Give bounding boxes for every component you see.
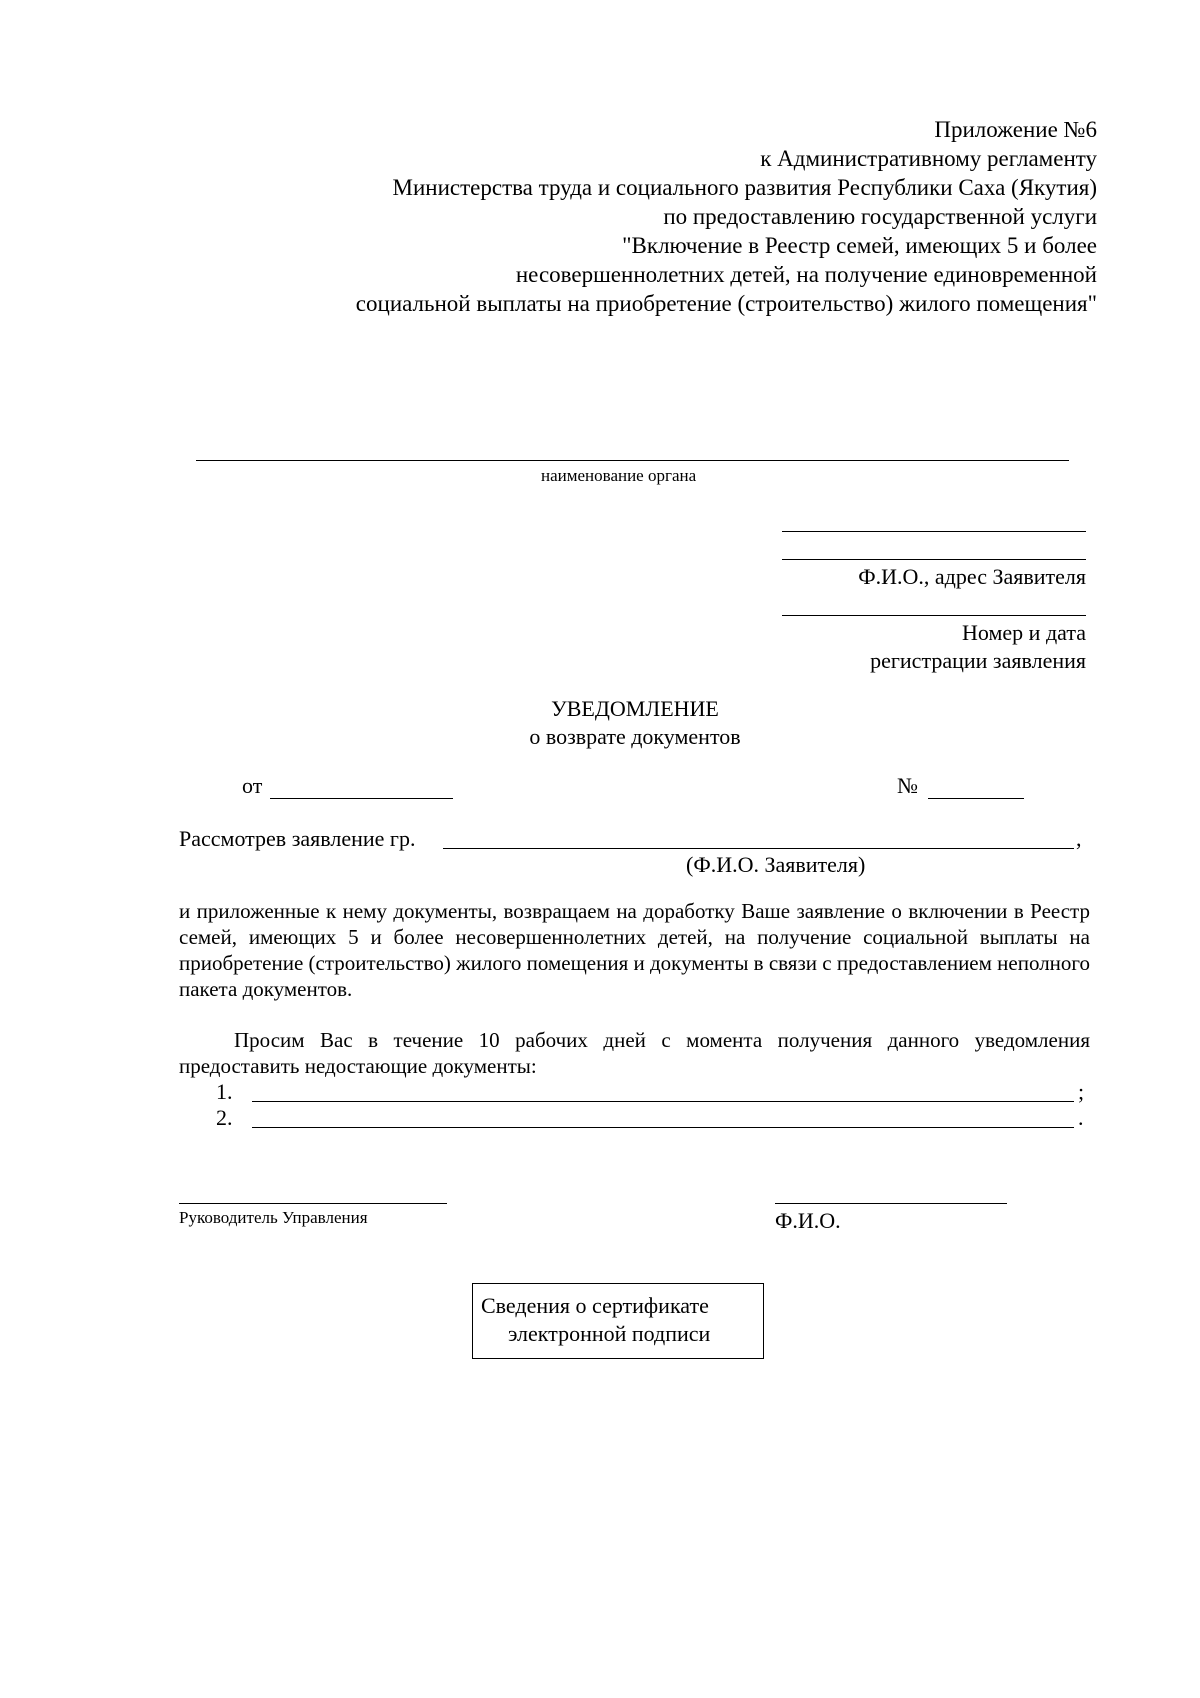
number-line	[928, 798, 1024, 799]
body-paragraph	[179, 898, 1090, 1002]
applicant-caption: Ф.И.О., адрес Заявителя	[858, 564, 1086, 589]
header-line: "Включение в Реестр семей, имеющих 5 и более	[622, 233, 1097, 258]
header-line: социальной выплаты на приобретение (строительство) жилого помещения"	[355, 291, 1097, 316]
list-item-end: ;	[1078, 1079, 1085, 1104]
body-paragraph-text: и приложенные к нему документы, возвращаем на доработку Ваше заявление о включении в Реестр семей, имеющих 5 и более несовершеннолетних детей, на получение социальной выплаты на приобретение (строительство) жилого помещения и документы в связи с предоставлением неполного пакета документов.	[179, 899, 1090, 1001]
applicant-name-caption: (Ф.И.О. Заявителя)	[686, 852, 866, 877]
list-item-line	[252, 1127, 1074, 1128]
header-line: Приложение №6	[934, 117, 1097, 142]
document-subtitle: о возврате документов	[529, 724, 741, 749]
number-label: №	[897, 773, 918, 798]
signer-caption: Руководитель Управления	[179, 1208, 368, 1227]
signature-certificate-box	[472, 1283, 764, 1359]
list-item-end: .	[1078, 1105, 1084, 1130]
registration-line	[782, 615, 1086, 616]
list-item-line	[252, 1101, 1074, 1102]
request-paragraph	[179, 1027, 1090, 1079]
header-line: по предоставлению государственной услуги	[663, 204, 1097, 229]
applicant-line-2	[782, 559, 1086, 560]
list-item-number: 1.	[216, 1079, 233, 1104]
attachment-header	[356, 115, 1097, 318]
certificate-box-line-1: Сведения о сертификате	[481, 1293, 709, 1318]
organ-name-caption: наименование органа	[541, 466, 697, 485]
certificate-box-line-2: электронной подписи	[508, 1321, 711, 1346]
applicant-line-1	[782, 531, 1086, 532]
list-item-number: 2.	[216, 1105, 233, 1130]
organ-name-line	[196, 460, 1069, 461]
header-line: Министерства труда и социального развития Республики Саха (Якутия)	[392, 175, 1097, 200]
registration-caption-1: Номер и дата	[962, 620, 1086, 645]
applicant-name-line	[443, 848, 1074, 849]
review-end-comma: ,	[1076, 826, 1082, 851]
document-title: УВЕДОМЛЕНИЕ	[551, 696, 719, 721]
header-line: к Административному регламенту	[760, 146, 1097, 171]
header-line: несовершеннолетних детей, на получение единовременной	[515, 262, 1097, 287]
request-paragraph-text: Просим Вас в течение 10 рабочих дней с момента получения данного уведомления предоставить недостающие документы:	[179, 1028, 1090, 1078]
review-label: Рассмотрев заявление гр.	[179, 826, 416, 851]
registration-caption-2: регистрации заявления	[870, 648, 1086, 673]
signer-line	[179, 1203, 447, 1204]
signer-fio-line	[775, 1203, 1007, 1204]
date-label: от	[242, 773, 263, 798]
signer-fio: Ф.И.О.	[775, 1208, 841, 1233]
date-line	[270, 798, 453, 799]
